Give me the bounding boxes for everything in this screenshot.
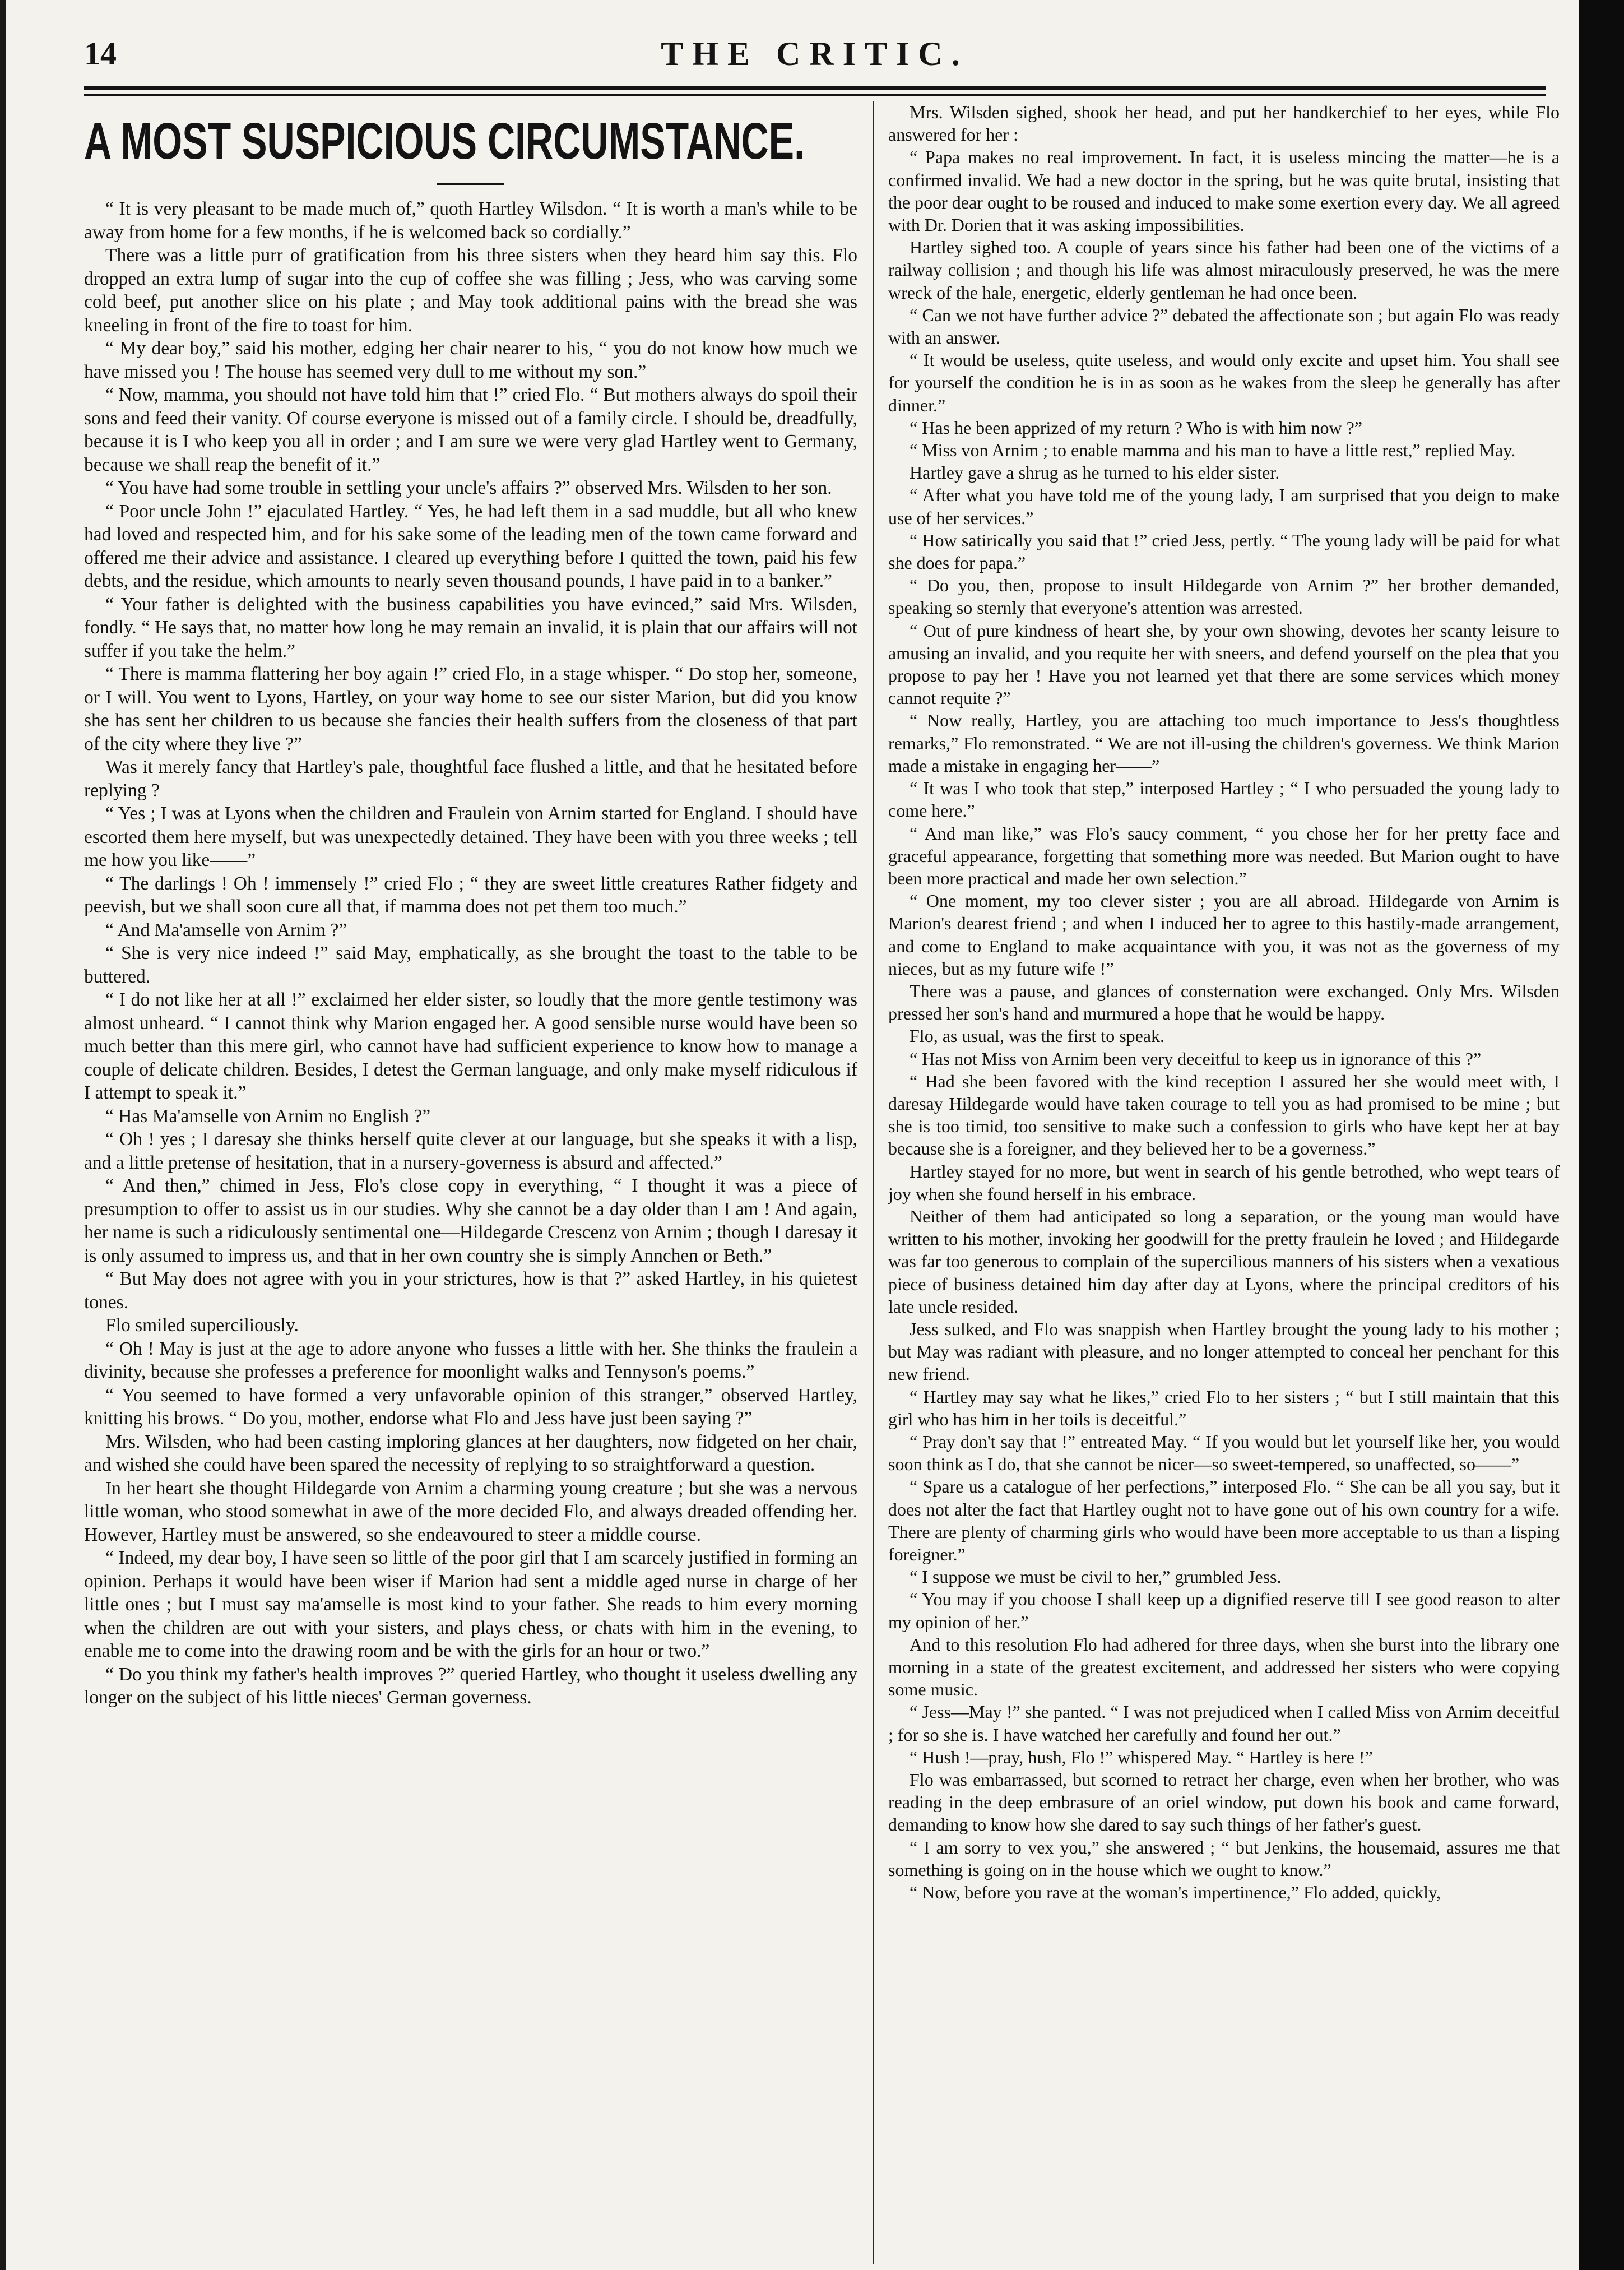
- paragraph: Flo, as usual, was the first to speak.: [910, 1026, 1165, 1046]
- paragraph: “ You have had some trouble in settling your uncle's affairs ?” observed Mrs. Wilsden to her son.: [105, 478, 832, 498]
- paragraph: “ Has he been apprized of my return ? Who is with him now ?”: [910, 417, 1363, 438]
- paragraph: Neither of them had anticipated so long a separation, or the young man would have written to his mother, invoking her goodwill for the pretty fraulein he loved ; and Hildegarde was far too generous to complain of the supercilious manners of his sisters when a vexatious piece of business detained him day after day at Lyons, where the principal creditors of his late uncle resided.: [888, 1206, 1560, 1317]
- paragraph: “ You may if you choose I shall keep up a dignified reserve till I see good reason to alter my opinion of her.”: [888, 1589, 1560, 1632]
- paragraph: “ Poor uncle John !” ejaculated Hartley. “ Yes, he had left them in a sad muddle, but all who knew had loved and respected him, and for his sake some of the leading men of the town came forward and offered me their advice and assistance. I cleared up everything before I quitted the town, paid his few debts, and the residue, which amounts to nearly seven thousand pounds, I have paid in to a banker.”: [84, 501, 857, 591]
- paragraph: “ Hush !—pray, hush, Flo !” whispered May. “ Hartley is here !”: [910, 1746, 1373, 1767]
- paragraph: In her heart she thought Hildegarde von Arnim a charming young creature ; but she was a nervous little woman, who stood somewhat in awe of the more decided Flo, and always dreaded offending her. However, Hartley must be answered, so she endeavoured to steer a middle course.: [84, 1477, 857, 1545]
- paragraph: Hartley gave a shrug as he turned to his elder sister.: [910, 462, 1280, 483]
- paragraph: “ Has Ma'amselle von Arnim no English ?”: [105, 1105, 431, 1127]
- paragraph: “ Now really, Hartley, you are attaching too much importance to Jess's thoughtless remarks,” Flo remonstrated. “ We are not ill-using the children's governess. We think Marion made a mistake in engaging her——”: [888, 710, 1560, 776]
- paragraph: “ Now, mamma, you should not have told him that !” cried Flo. “ But mothers always do spoil their sons and feed their vanity. Of course everyone is missed out of a family circle. I should be, dreadfully, because it is I who keep you all in order ; and I am sure we were very glad Hartley went to Germany, because we shall reap the benefit of it.”: [84, 384, 857, 475]
- paragraph: “ My dear boy,” said his mother, edging her chair nearer to his, “ you do not know how much we have missed you ! The house has seemed very dull to me without my son.”: [84, 338, 857, 382]
- paragraph: “ Oh ! yes ; I daresay she thinks herself quite clever at our language, but she speaks it with a lisp, and a little pretense of hesitation, that in a nursery-governess is absurd and affected.”: [84, 1129, 857, 1173]
- paragraph: “ It was I who took that step,” interposed Hartley ; “ I who persuaded the young lady to come here.”: [888, 778, 1560, 821]
- paragraph: “ And Ma'amselle von Arnim ?”: [105, 919, 347, 941]
- paragraph: “ Can we not have further advice ?” debated the affectionate son ; but again Flo was ready with an answer.: [888, 304, 1560, 348]
- paragraph: There was a little purr of gratification from his three sisters when they heard him say this. Flo dropped an extra lump of sugar into the cup of coffee she was filling ; Jess, who was carving some cold beef, put another slice on his plate ; and May took additional pains with the bread she was kneeling in front of the fire to toast for him.: [84, 245, 857, 336]
- paragraph: “ Do you think my father's health improves ?” queried Hartley, who thought it useless dwelling any longer on the subject of his little nieces' German governess.: [84, 1664, 857, 1708]
- paragraph: Hartley stayed for no more, but went in search of his gentle betrothed, who wept tears of joy when she found herself in his embrace.: [888, 1161, 1560, 1204]
- paragraph: “ Yes ; I was at Lyons when the children and Fraulein von Arnim started for England. I should have escorted them here myself, but was unexpectedly detained. They have been with you three weeks ; tell me how you like——”: [84, 803, 857, 870]
- article-title: A MOST SUSPICIOUS CIRCUMSTANCE.: [84, 113, 805, 170]
- running-head: THE CRITIC.: [661, 35, 969, 72]
- paragraph: “ And man like,” was Flo's saucy comment, “ you chose her for her pretty face and graceful appearance, forgetting that something more was needed. But Marion ought to have been more practical and made her own selection.”: [888, 823, 1560, 888]
- paragraph: “ It would be useless, quite useless, and would only excite and upset him. You shall see for yourself the condition he is in as soon as he wakes from the sleep he generally has after dinner.”: [888, 350, 1560, 415]
- paragraph: “ Jess—May !” she panted. “ I was not prejudiced when I called Miss von Arnim deceitful ; for so she is. I have watched her carefully and found her out.”: [888, 1702, 1560, 1745]
- paragraph: “ Do you, then, propose to insult Hildegarde von Arnim ?” her brother demanded, speaking so sternly that everyone's attention was arrested.: [888, 575, 1560, 618]
- paragraph: “ I suppose we must be civil to her,” grumbled Jess.: [910, 1567, 1282, 1587]
- left-column: [84, 101, 857, 2264]
- scan-binding-shadow: [1579, 0, 1624, 2270]
- paragraph: “ Oh ! May is just at the age to adore anyone who fusses a little with her. She thinks the fraulein a divinity, because she professes a preference for moonlight walks and Tennyson's poems.”: [84, 1338, 857, 1382]
- paragraph: “ I am sorry to vex you,” she answered ; “ but Jenkins, the housemaid, assures me that something is going on in the house which we ought to know.”: [888, 1837, 1560, 1880]
- paragraph: “ Now, before you rave at the woman's impertinence,” Flo added, quickly,: [910, 1882, 1441, 1903]
- paragraph: “ She is very nice indeed !” said May, emphatically, as she brought the toast to the table to be buttered.: [84, 943, 857, 987]
- paragraph: “ Out of pure kindness of heart she, by your own showing, devotes her scanty leisure to amusing an invalid, and you requite her with sneers, and defend yourself on the plea that you propose to pay her ! Have you not learned yet that there are some services which money cannot requite ?”: [888, 620, 1560, 708]
- paragraph: “ Miss von Arnim ; to enable mamma and his man to have a little rest,” replied May.: [910, 440, 1516, 461]
- paragraph: And to this resolution Flo had adhered for three days, when she burst into the library one morning in a state of the greatest excitement, and addressed her sisters who were copying some music.: [888, 1634, 1560, 1700]
- paragraph: “ Spare us a catalogue of her perfections,” interposed Flo. “ She can be all you say, but it does not alter the fact that Hartley ought not to have gone out of his own country for a wife. There are plenty of charming girls who would have been more acceptable to us than a lisping foreigner.”: [888, 1476, 1560, 1564]
- paragraph: Hartley sighed too. A couple of years since his father had been one of the victims of a railway collision ; and though his life was almost miraculously preserved, he was the mere wreck of the hale, energetic, elderly gentleman he had once been.: [888, 237, 1560, 303]
- paragraph: “ How satirically you said that !” cried Jess, pertly. “ The young lady will be paid for what she does for papa.”: [888, 530, 1560, 573]
- paragraph: “ Had she been favored with the kind reception I assured her she would meet with, I daresay Hildegarde would have taken courage to tell you as had promised to be mine ; but she is too timid, too sensitive to make such a confession to girls who have kept her at bay because she is a foreigner, and they believed her to be a governess.”: [888, 1071, 1560, 1159]
- header-rule-thick: [84, 86, 1546, 90]
- header-rule-thin: [84, 94, 1546, 96]
- paragraph: “ I do not like her at all !” exclaimed her elder sister, so loudly that the more gentle testimony was almost unheard. “ I cannot think why Marion engaged her. A good sensible nurse would have been so much better than this mere girl, who cannot have had sufficient experience to know how to manage a couple of delicate children. Besides, I detest the German language, and only make myself ridiculous if I attempt to speak it.”: [84, 989, 857, 1103]
- paragraph: Was it merely fancy that Hartley's pale, thoughtful face flushed a little, and that he hesitated before replying ?: [84, 757, 857, 801]
- paragraph: “ Hartley may say what he likes,” cried Flo to her sisters ; “ but I still maintain that this girl who has him in her toils is deceitful.”: [888, 1386, 1560, 1429]
- right-column-text: [888, 101, 1560, 1903]
- title-rule: [437, 183, 504, 185]
- paragraph: “ You seemed to have formed a very unfavorable opinion of this stranger,” observed Hartley, knitting his brows. “ Do you, mother, endorse what Flo and Jess have just been saying ?”: [84, 1384, 857, 1429]
- paragraph: Flo smiled superciliously.: [105, 1315, 299, 1336]
- paragraph: “ And then,” chimed in Jess, Flo's close copy in everything, “ I thought it was a piece of presumption to offer to assist us in our studies. Why she cannot be a day older than I am ! And again, her name is such a ridiculously sentimental one—Hildegarde Crescenz von Arnim ; though I daresay it is only assumed to impress us, and that in her own country she is simply Annchen or Beth.”: [84, 1175, 857, 1266]
- paragraph: “ After what you have told me of the young lady, I am surprised that you deign to make use of her services.”: [888, 485, 1560, 528]
- right-column: [888, 101, 1560, 2264]
- paragraph: “ One moment, my too clever sister ; you are all abroad. Hildegarde von Arnim is Marion's dearest friend ; and when I induced her to agree to this hastily-made arrangement, and come to England to make acquaintance with you, it was not as the governess of my nieces, but as my future wife !”: [888, 891, 1560, 979]
- paragraph: “ Pray don't say that !” entreated May. “ If you would but let yourself like her, you would soon think as I do, that she cannot be nicer—so sweet-tempered, so unaffected, so——”: [888, 1431, 1560, 1475]
- paragraph: Jess sulked, and Flo was snappish when Hartley brought the young lady to his mother ; but May was radiant with pleasure, and no longer attempted to conceal her penchant for this new friend.: [888, 1318, 1560, 1384]
- paragraph: “ There is mamma flattering her boy again !” cried Flo, in a stage whisper. “ Do stop her, someone, or I will. You went to Lyons, Hartley, on your way home to see our sister Marion, but did you know she has sent her children to us because she fancies their health suffers from the closeness of that part of the city where they live ?”: [84, 664, 857, 754]
- left-column-text: [84, 197, 857, 1710]
- paragraph: Mrs. Wilsden, who had been casting imploring glances at her daughters, now fidgeted on her chair, and wished she could have been spared the necessity of replying to so straightforward a question.: [84, 1431, 857, 1475]
- paragraph: “ Indeed, my dear boy, I have seen so little of the poor girl that I am scarcely justified in forming an opinion. Perhaps it would have been wiser if Marion had sent a middle aged nurse in charge of her little ones ; but I must say ma'amselle is most kind to your father. She reads to him every morning when the children are out with your sisters, and plays chess, or chats with him in the evening, to enable me to come into the drawing room and be with the girls for an hour or two.”: [84, 1548, 857, 1661]
- paragraph: Mrs. Wilsden sighed, shook her head, and put her handkerchief to her eyes, while Flo answered for her :: [888, 102, 1560, 145]
- paragraph: “ Papa makes no real improvement. In fact, it is useless mincing the matter—he is a confirmed invalid. We had a new doctor in the spring, but he was quite brutal, insisting that the poor dear ought to be roused and induced to make some exertion every day. We all agreed with Dr. Dorien that it was asking impossibilities.: [888, 147, 1560, 235]
- paragraph: “ Has not Miss von Arnim been very deceitful to keep us in ignorance of this ?”: [910, 1048, 1482, 1069]
- paragraph: “ Your father is delighted with the business capabilities you have evinced,” said Mrs. Wilsden, fondly. “ He says that, no matter how long he may remain an invalid, it is plain that our affairs will not suffer if you take the helm.”: [84, 594, 857, 661]
- paragraph: There was a pause, and glances of consternation were exchanged. Only Mrs. Wilsden pressed her son's hand and murmured a hope that he would be happy.: [888, 980, 1560, 1024]
- column-divider: [873, 101, 874, 2264]
- paragraph: “ The darlings ! Oh ! immensely !” cried Flo ; “ they are sweet little creatures Rather fidgety and peevish, but we shall soon cure all that, if mamma does not pet them too much.”: [84, 873, 857, 917]
- paragraph: Flo was embarrassed, but scorned to retract her charge, even when her brother, who was reading in the deep embrasure of an oriel window, put down his book and came forward, demanding to know how she dared to say such things of her father's guest.: [888, 1769, 1560, 1835]
- left-page-edge: [0, 0, 6, 2270]
- paragraph: “ But May does not agree with you in your strictures, how is that ?” asked Hartley, in his quietest tones.: [84, 1268, 857, 1313]
- paragraph: “ It is very pleasant to be made much of,” quoth Hartley Wilsdon. “ It is worth a man's while to be away from home for a few months, if he is welcomed back so cordially.”: [84, 198, 857, 243]
- page-number: 14: [84, 35, 117, 72]
